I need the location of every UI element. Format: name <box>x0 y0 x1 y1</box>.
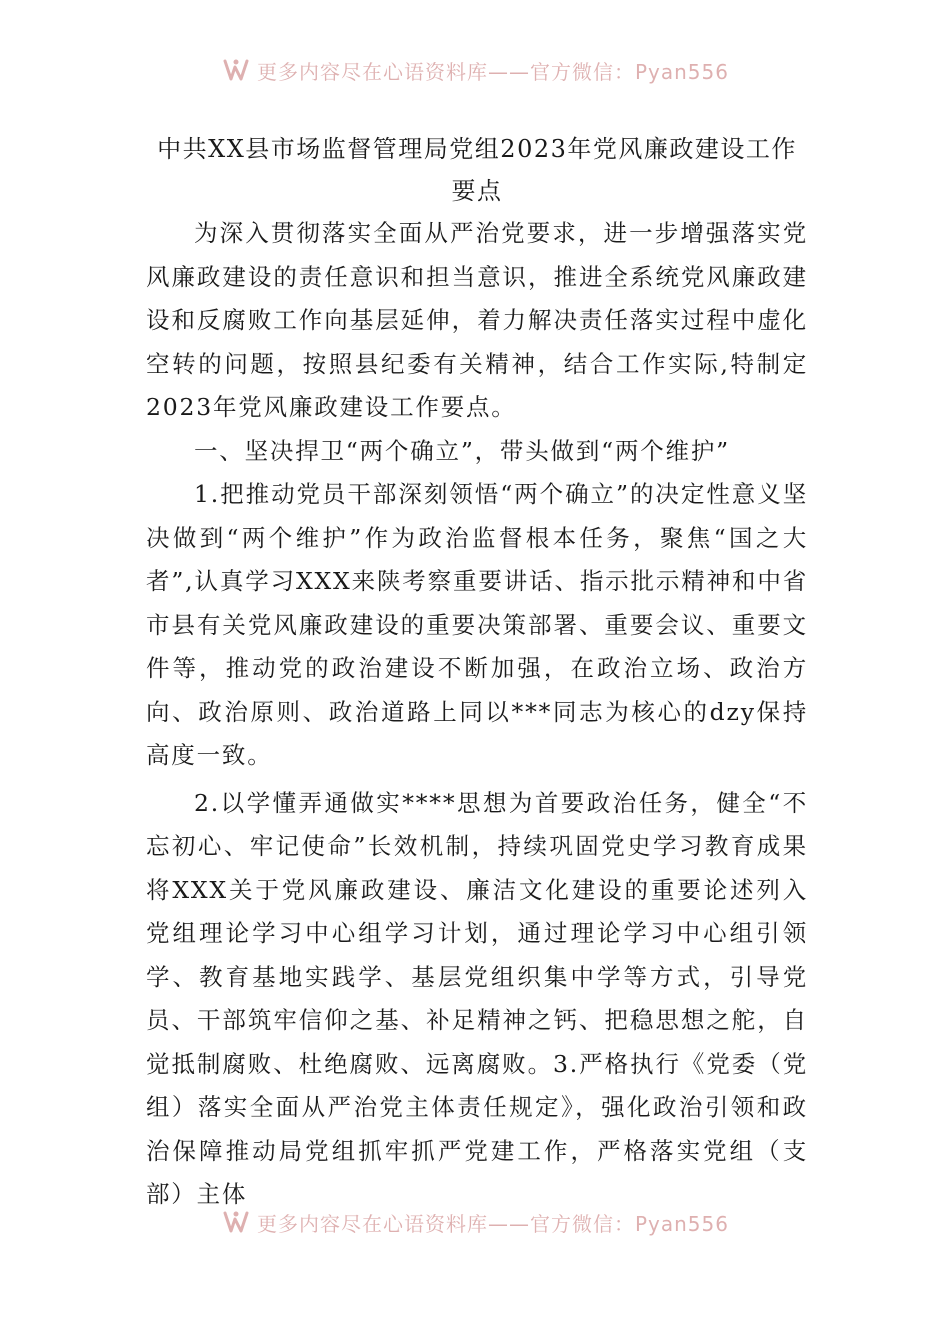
item-paragraph: 1.把推动党员干部深刻领悟“两个确立”的决定性意义坚决做到“两个维护”作为政治监督根本任务，聚焦“国之大者”,认真学习XXX来陕考察重要讲话、指示批示精神和中省市县有关党风廉政建设的重要决策部署、重要会议、重要文件等，推动党的政治建设不断加强，在政治立场、政治方向、政治原则、政治道路上同以***同志为核心的dzy保持高度一致。 <box>146 480 808 769</box>
logo-mark-icon <box>221 57 251 83</box>
section-heading: 一、坚决捍卫“两个确立”，带头做到“两个维护” <box>194 436 730 465</box>
item-paragraph: 2.以学懂弄通做实****思想为首要政治任务，健全“不忘初心、牢记使命”长效机制，持续巩固党史学习教育成果将XXX关于党风廉政建设、廉洁文化建设的重要论述列入党组理论学习中心组学习计划，通过理论学习中心组引领学、教育基地实践学、基层党组织集中学等方式，引导党员、干部筑牢信仰之基、补足精神之钙、把稳思想之舵，自觉抵制腐败、杜绝腐败、远离腐败。3.严格执行《党委（党组）落实全面从严治党主体责任规定》，强化政治引领和政治保障推动局党组抓牢抓严党建工作，严格落实党组（支部）主体 <box>146 788 808 1208</box>
watermark-text: 更多内容尽在心语资料库——官方微信：Pyan556 <box>256 1211 729 1236</box>
logo-mark-icon <box>221 1209 251 1235</box>
watermark-footer <box>0 1207 950 1237</box>
intro-paragraph: 为深入贯彻落实全面从严治党要求，进一步增强落实党风廉政建设的责任意识和担当意识，推进全系统党风廉政建设和反腐败工作向基层延伸，着力解决责任落实过程中虚化空转的问题，按照县纪委有关精神，结合工作实际,特制定2023年党风廉政建设工作要点。 <box>146 219 808 421</box>
watermark-text: 更多内容尽在心语资料库——官方微信：Pyan556 <box>256 59 729 84</box>
document-body <box>146 128 808 1217</box>
document-title: 中共XX县市场监督管理局党组2023年党风廉政建设工作要点 <box>157 135 797 205</box>
watermark-header <box>0 55 950 85</box>
